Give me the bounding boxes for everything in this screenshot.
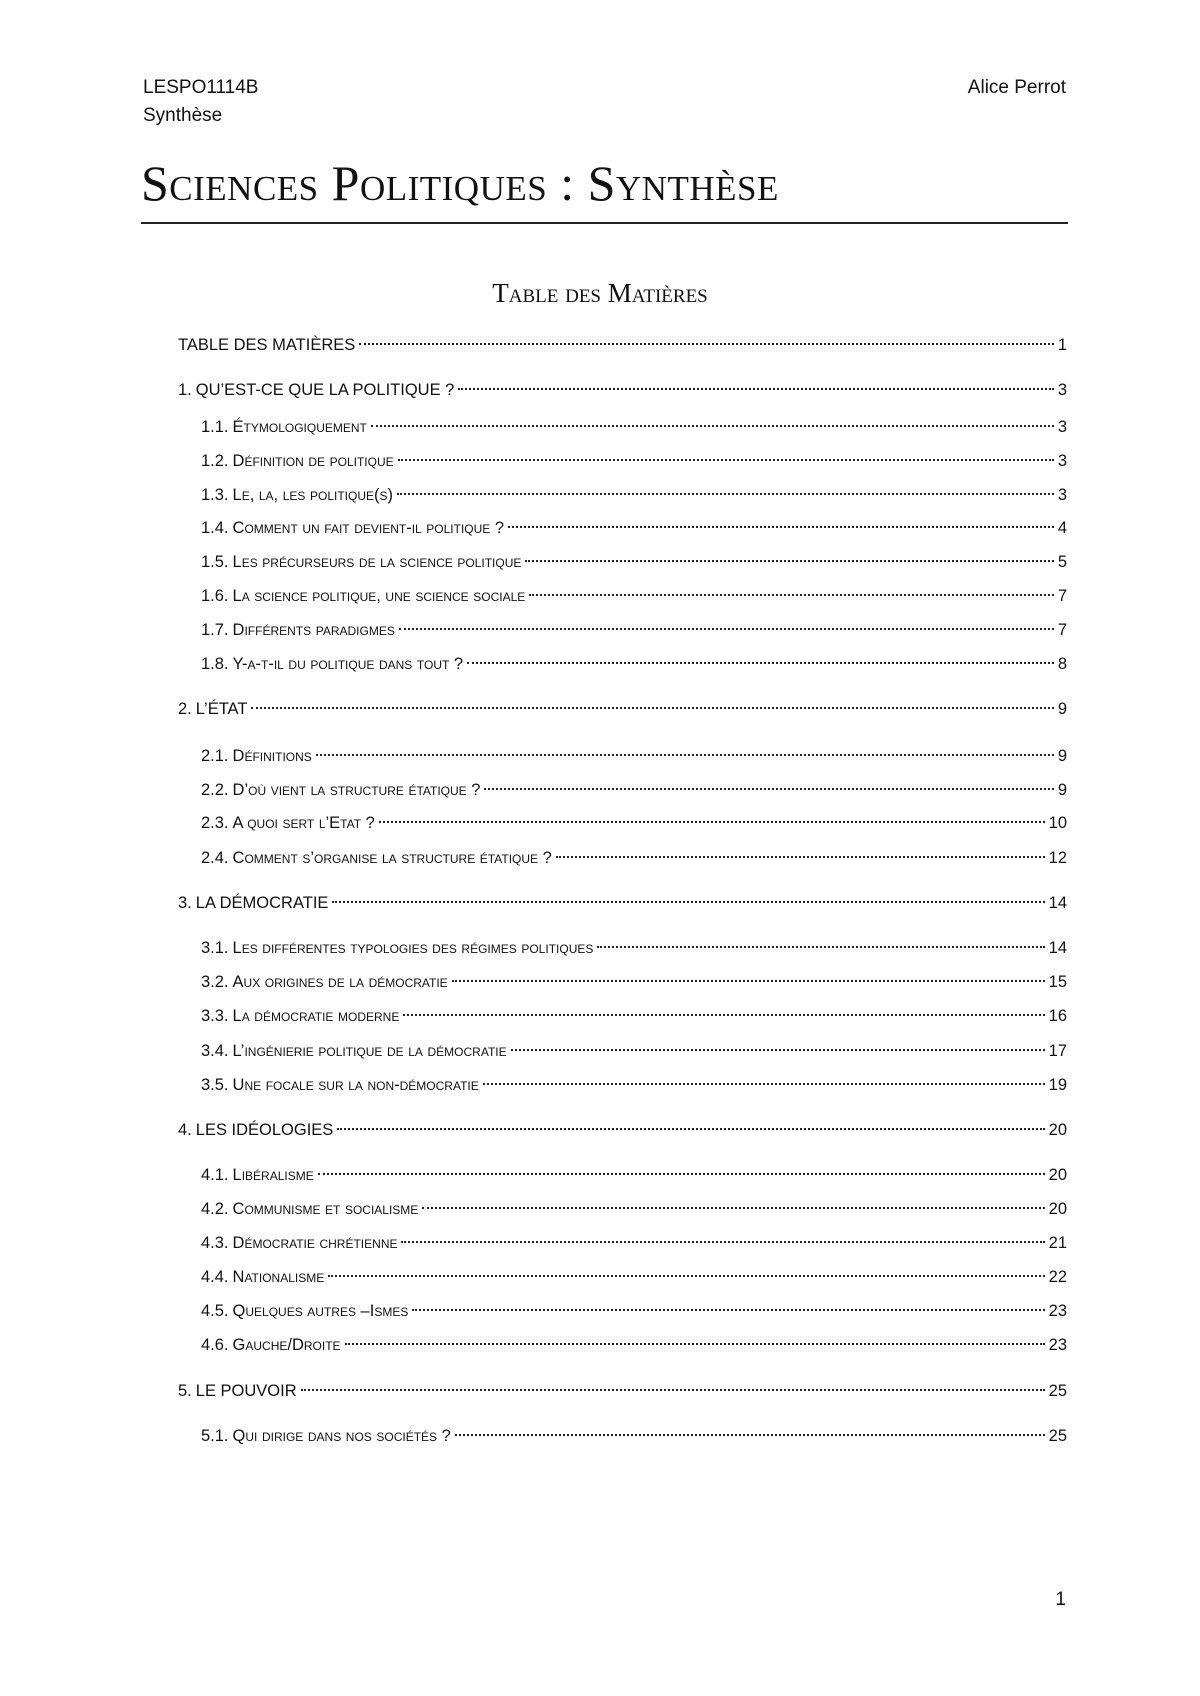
toc-entry-title: Comment un fait devient-il politique ?	[232, 519, 505, 537]
toc-entry-page: 1	[1057, 336, 1067, 354]
toc-entry-number: 3.	[178, 894, 192, 912]
toc-entry[interactable]	[201, 1070, 1067, 1100]
toc-entry-number: 1.4.	[201, 519, 229, 537]
toc-entry-title: Différents paradigmes	[232, 621, 395, 639]
toc-entry-page: 12	[1048, 849, 1067, 867]
toc-entry-title: Définitions	[232, 747, 312, 765]
toc-entry-page: 7	[1057, 621, 1067, 639]
toc-entry-title: Libéralisme	[232, 1166, 314, 1184]
dot-leader	[301, 1389, 1045, 1391]
toc-entry[interactable]	[201, 513, 1067, 543]
toc-entry[interactable]	[178, 375, 1067, 405]
toc-entry-number: 4.1.	[201, 1166, 229, 1184]
dot-leader	[371, 425, 1054, 427]
dot-leader	[397, 493, 1054, 495]
toc-entry[interactable]	[201, 1160, 1067, 1190]
toc-entry[interactable]	[201, 615, 1067, 645]
toc-entry-page: 7	[1057, 587, 1067, 605]
toc-entry-title: Gauche/Droite	[232, 1336, 341, 1354]
toc-entry[interactable]	[201, 480, 1067, 510]
toc-entry[interactable]	[201, 649, 1067, 679]
toc-entry[interactable]	[201, 1262, 1067, 1292]
toc-entry-page: 15	[1048, 973, 1067, 991]
toc-entry-title: Les précurseurs de la science politique	[232, 553, 522, 571]
toc-entry[interactable]	[178, 330, 1067, 360]
dot-leader	[511, 1049, 1045, 1051]
toc-entry-number: 5.1.	[201, 1427, 229, 1445]
toc-entry-number: 4.4.	[201, 1268, 229, 1286]
toc-entry[interactable]	[201, 1036, 1067, 1066]
toc-entry-title: LA DÉMOCRATIE	[195, 894, 329, 912]
toc-entry-page: 3	[1057, 452, 1067, 470]
toc-entry-page: 19	[1048, 1076, 1067, 1094]
toc-entry-number: 1.2.	[201, 452, 229, 470]
toc-entry-title: TABLE DES MATIÈRES	[178, 336, 356, 354]
toc-entry-title: QU’EST-CE QUE LA POLITIQUE ?	[195, 381, 455, 399]
toc-entry-number: 2.1.	[201, 747, 229, 765]
toc-entry-number: 2.	[178, 700, 192, 718]
toc-entry-page: 25	[1048, 1427, 1067, 1445]
toc-entry-title: Nationalisme	[232, 1268, 325, 1286]
toc-heading: Table des Matières	[492, 278, 708, 308]
toc-entry-title: La démocratie moderne	[232, 1007, 400, 1025]
toc-entry-number: 3.1.	[201, 939, 229, 957]
toc-entry-title: Communisme et socialisme	[232, 1200, 419, 1218]
toc-entry-page: 14	[1048, 894, 1067, 912]
header-left	[143, 74, 258, 130]
toc-entry[interactable]	[201, 581, 1067, 611]
toc-entry-page: 4	[1057, 519, 1067, 537]
dot-leader	[345, 1343, 1045, 1345]
toc-entry[interactable]	[201, 1296, 1067, 1326]
course-code: LESPO1114B	[143, 77, 259, 98]
toc-entry-title: Qui dirige dans nos sociétés ?	[232, 1427, 451, 1445]
dot-leader	[412, 1309, 1044, 1311]
toc-entry-number: 4.	[178, 1121, 192, 1139]
toc-entry-title: Quelques autres –Ismes	[232, 1302, 409, 1320]
toc-entry-page: 23	[1048, 1302, 1067, 1320]
title-divider	[141, 222, 1068, 224]
toc-entry-title: Aux origines de la démocratie	[232, 973, 448, 991]
toc-entry-title: La science politique, une science sociale	[232, 587, 526, 605]
toc-entry[interactable]	[178, 694, 1067, 724]
toc-entry-page: 9	[1057, 747, 1067, 765]
toc-entry-number: 4.3.	[201, 1234, 229, 1252]
toc-entry-page: 22	[1048, 1268, 1067, 1286]
toc-entry[interactable]	[178, 1376, 1067, 1406]
toc-entry-title: Définition de politique	[232, 452, 394, 470]
toc-entry-number: 3.4.	[201, 1042, 229, 1060]
toc-entry[interactable]	[201, 843, 1067, 873]
toc-entry-number: 1.8.	[201, 655, 229, 673]
toc-entry-number: 2.4.	[201, 849, 229, 867]
toc-entry-title: Les différentes typologies des régimes politiques	[232, 939, 594, 957]
document-title: Sciences Politiques : Synthèse	[141, 155, 779, 211]
toc-entry-page: 3	[1057, 381, 1067, 399]
dot-leader	[525, 560, 1053, 562]
toc-entry-number: 1.7.	[201, 621, 229, 639]
dot-leader	[398, 459, 1054, 461]
page-number: 1	[1055, 1589, 1066, 1610]
dot-leader	[251, 707, 1053, 709]
toc-entry-page: 9	[1057, 781, 1067, 799]
dot-leader	[401, 1241, 1044, 1243]
toc-entry[interactable]	[201, 1001, 1067, 1031]
toc-entry-title: Une focale sur la non-démocratie	[232, 1076, 479, 1094]
toc-entry-number: 3.2.	[201, 973, 229, 991]
toc-entry[interactable]	[201, 741, 1067, 771]
toc-entry-title: LES IDÉOLOGIES	[195, 1121, 334, 1139]
toc-entry-number: 4.6.	[201, 1336, 229, 1354]
toc-entry-number: 3.5.	[201, 1076, 229, 1094]
dot-leader	[529, 594, 1054, 596]
toc-entry[interactable]	[201, 933, 1067, 963]
toc-entry[interactable]	[201, 775, 1067, 805]
toc-entry-title: LE POUVOIR	[195, 1382, 297, 1400]
toc-entry[interactable]	[201, 967, 1067, 997]
toc-entry-number: 1.5.	[201, 553, 229, 571]
toc-entry-number: 1.3.	[201, 486, 229, 504]
toc-entry-title: D’où vient la structure étatique ?	[232, 781, 481, 799]
dot-leader	[316, 754, 1054, 756]
toc-entry-title: Y-a-t-il du politique dans tout ?	[232, 655, 464, 673]
toc-entry[interactable]	[201, 1421, 1067, 1451]
toc-entry-number: 1.6.	[201, 587, 229, 605]
author-name: Alice Perrot	[967, 77, 1066, 98]
dot-leader	[379, 821, 1045, 823]
dot-leader	[337, 1128, 1044, 1130]
toc-entry-page: 5	[1057, 553, 1067, 571]
toc-entry[interactable]	[201, 808, 1067, 838]
toc-entry-page: 23	[1048, 1336, 1067, 1354]
toc-entry-page: 16	[1048, 1007, 1067, 1025]
dot-leader	[458, 388, 1053, 390]
dot-leader	[422, 1207, 1044, 1209]
toc-entry-number: 1.	[178, 381, 192, 399]
dot-leader	[452, 980, 1045, 982]
toc-entry-page: 20	[1048, 1200, 1067, 1218]
toc-entry[interactable]	[201, 1228, 1067, 1258]
toc-entry-page: 10	[1048, 814, 1067, 832]
toc-entry-number: 1.1.	[201, 418, 229, 436]
toc-entry-page: 14	[1048, 939, 1067, 957]
toc-entry-page: 17	[1048, 1042, 1067, 1060]
doc-type: Synthèse	[143, 105, 223, 126]
dot-leader	[359, 343, 1054, 345]
dot-leader	[399, 628, 1054, 630]
toc-entry[interactable]	[201, 1330, 1067, 1360]
toc-entry-title: A quoi sert l’Etat ?	[232, 814, 375, 832]
toc-entry-page: 3	[1057, 486, 1067, 504]
toc-entry-page: 25	[1048, 1382, 1067, 1400]
dot-leader	[484, 788, 1053, 790]
dot-leader	[328, 1275, 1044, 1277]
dot-leader	[483, 1083, 1045, 1085]
toc-entry-page: 21	[1048, 1234, 1067, 1252]
dot-leader	[332, 901, 1044, 903]
dot-leader	[556, 856, 1045, 858]
dot-leader	[455, 1434, 1045, 1436]
toc-entry-number: 2.3.	[201, 814, 229, 832]
toc-entry-title: L’ÉTAT	[195, 700, 248, 718]
toc-entry[interactable]	[201, 412, 1067, 442]
toc-entry-number: 5.	[178, 1382, 192, 1400]
dot-leader	[403, 1014, 1044, 1016]
toc-entry[interactable]	[178, 888, 1067, 918]
toc-entry[interactable]	[178, 1115, 1067, 1145]
toc-entry-title: Comment s’organise la structure étatique ?	[232, 849, 552, 867]
toc-entry-number: 3.3.	[201, 1007, 229, 1025]
toc-entry-page: 20	[1048, 1121, 1067, 1139]
dot-leader	[318, 1173, 1045, 1175]
dot-leader	[508, 526, 1054, 528]
toc-entry[interactable]	[201, 446, 1067, 476]
toc-entry-number: 2.2.	[201, 781, 229, 799]
toc-entry[interactable]	[201, 547, 1067, 577]
toc-entry-title: Étymologiquement	[232, 418, 367, 436]
toc-entry-number: 4.2.	[201, 1200, 229, 1218]
dot-leader	[467, 662, 1054, 664]
toc-entry-number: 4.5.	[201, 1302, 229, 1320]
toc-entry[interactable]	[201, 1194, 1067, 1224]
toc-entry-page: 9	[1057, 700, 1067, 718]
toc-entry-page: 3	[1057, 418, 1067, 436]
dot-leader	[597, 946, 1044, 948]
toc-entry-title: L’ingénierie politique de la démocratie	[232, 1042, 507, 1060]
toc-entry-page: 20	[1048, 1166, 1067, 1184]
toc-entry-title: Démocratie chrétienne	[232, 1234, 398, 1252]
toc-entry-page: 8	[1057, 655, 1067, 673]
toc-entry-title: Le, la, les politique(s)	[232, 486, 393, 504]
